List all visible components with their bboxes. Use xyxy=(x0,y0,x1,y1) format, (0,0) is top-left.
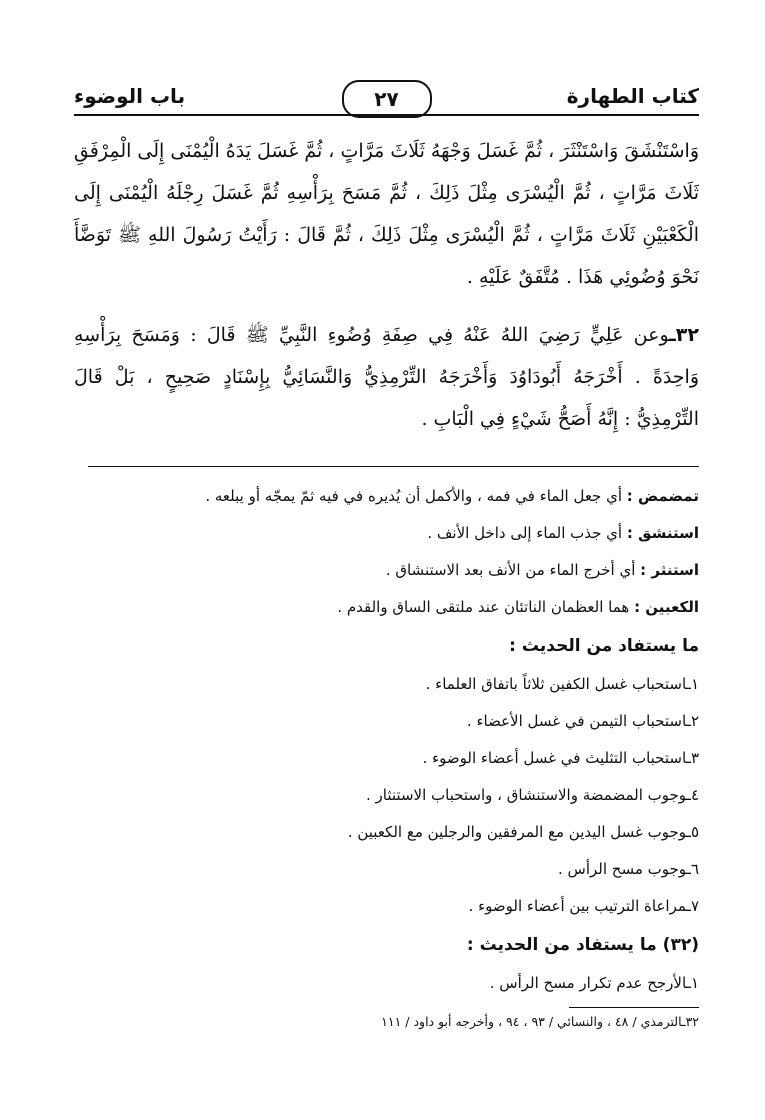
notes-separator xyxy=(88,466,699,467)
hadith-line: وَاسْتَنْشَقَ وَاسْتَنْثَرَ ، ثُمَّ غَسَلَ وَجْهَهُ ثَلَاثَ مَرَّاتٍ ، ثُمَّ غَسَلَ يَدَهُ الْيُمْنَى إِلَى الْمِرْفَقِ xyxy=(73,140,699,162)
glossary-item xyxy=(74,478,699,515)
glossary-text: أي جذب الماء إلى داخل الأنف . xyxy=(427,524,627,542)
hadith-number: ٣٢ـ xyxy=(669,324,699,346)
footnote-rule xyxy=(569,1007,699,1008)
hadith-line: ثَلَاثَ مَرَّاتٍ ، ثُمَّ الْيُسْرَى مِثْلَ ذَلِكَ ، ثُمَّ مَسَحَ بِرَأْسِهِ ثُمَّ غَسَلَ رِجْلَهُ الْيُمْنَى إِلَى xyxy=(74,182,699,204)
hadith-line: التِّرْمِذِيُّ : إِنَّهُ أَصَحُّ شَيْءٍ فِي الْبَابِ . xyxy=(421,408,699,430)
hadith-32-text xyxy=(74,314,699,440)
glossary-text: أي جعل الماء في فمه ، والأكمل أن يُديره في فيه ثمّ يمجّه أو يبلعه . xyxy=(205,487,627,505)
glossary-term: استنثر : xyxy=(640,561,699,579)
benefit-item: ٣ـاستحباب التثليث في غسل أعضاء الوضوء . xyxy=(422,749,699,767)
page-number: ٢٧ xyxy=(342,80,432,118)
benefit-item: ١ـاستحباب غسل الكفين ثلاثاً باتفاق العلماء . xyxy=(425,675,699,693)
glossary-item xyxy=(74,515,699,552)
glossary-term: تمضمض : xyxy=(626,487,699,505)
glossary-term: الكعبين : xyxy=(634,598,699,616)
benefits-heading: (٣٢) ما يستفاد من الحديث : xyxy=(466,935,699,955)
benefit-item: ٢ـاستحباب التيمن في غسل الأعضاء . xyxy=(466,712,699,730)
glossary-term: استنشق : xyxy=(626,524,699,542)
hadith-31-text xyxy=(74,130,699,298)
glossary-item xyxy=(74,552,699,589)
benefit-item: ٤ـوجوب المضمضة والاستنشاق ، واستحباب الاستنثار . xyxy=(366,786,699,804)
footnote: ٣٢ـالترمذي / ٤٨ ، والنسائي / ٩٣ ، ٩٤ ، وأخرجه أبو داود / ١١١ xyxy=(381,1014,699,1029)
benefits-heading: ما يستفاد من الحديث : xyxy=(509,636,699,656)
benefit-item: ٥ـوجوب غسل اليدين مع المرفقين والرجلين مع الكعبين . xyxy=(347,823,699,841)
glossary-text: أي أخرج الماء من الأنف بعد الاستنشاق . xyxy=(385,561,641,579)
book-title: كتاب الطهارة xyxy=(566,84,699,108)
notes-section xyxy=(74,478,699,1002)
hadith-line: نَحْوَ وُضُوئِي هَذَا . مُتَّفَقٌ عَلَيْهِ . xyxy=(466,266,699,288)
header-rule xyxy=(74,114,699,116)
glossary-text: هما العظمان الناتئان عند ملتقى الساق والقدم . xyxy=(337,598,635,616)
benefit-item: ١ـالأرجح عدم تكرار مسح الرأس . xyxy=(489,974,699,992)
chapter-title: باب الوضوء xyxy=(74,84,186,108)
benefit-item: ٧ـمراعاة الترتيب بين أعضاء الوضوء . xyxy=(468,897,699,915)
hadith-line: وَاحِدَةً . أَخْرَجَهُ أَبُودَاوُدَ وَأَخْرَجَهُ التِّرْمِذِيُّ وَالنَّسَائِيُّ بِإِسْنَادٍ صَحِيحٍ ، بَلْ قَالَ xyxy=(74,366,699,388)
hadith-line: الْكَعْبَيْنِ ثَلَاثَ مَرَّاتٍ ، ثُمَّ الْيُسْرَى مِثْلَ ذَلِكَ ، ثُمَّ قَالَ : رَأَيْتُ رَسُولَ اللهِ ﷺ تَوَضَّأَ xyxy=(74,224,699,246)
hadith-line xyxy=(74,314,699,356)
benefit-item: ٦ـوجوب مسح الرأس . xyxy=(557,860,699,878)
hadith-line-text: وعن عَلِيٍّ رَضِيَ اللهُ عَنْهُ فِي صِفَةِ وُضُوءِ النَّبِيِّ ﷺ قَالَ : وَمَسَحَ بِرَأْسِهِ xyxy=(74,324,670,346)
glossary-item xyxy=(74,589,699,626)
